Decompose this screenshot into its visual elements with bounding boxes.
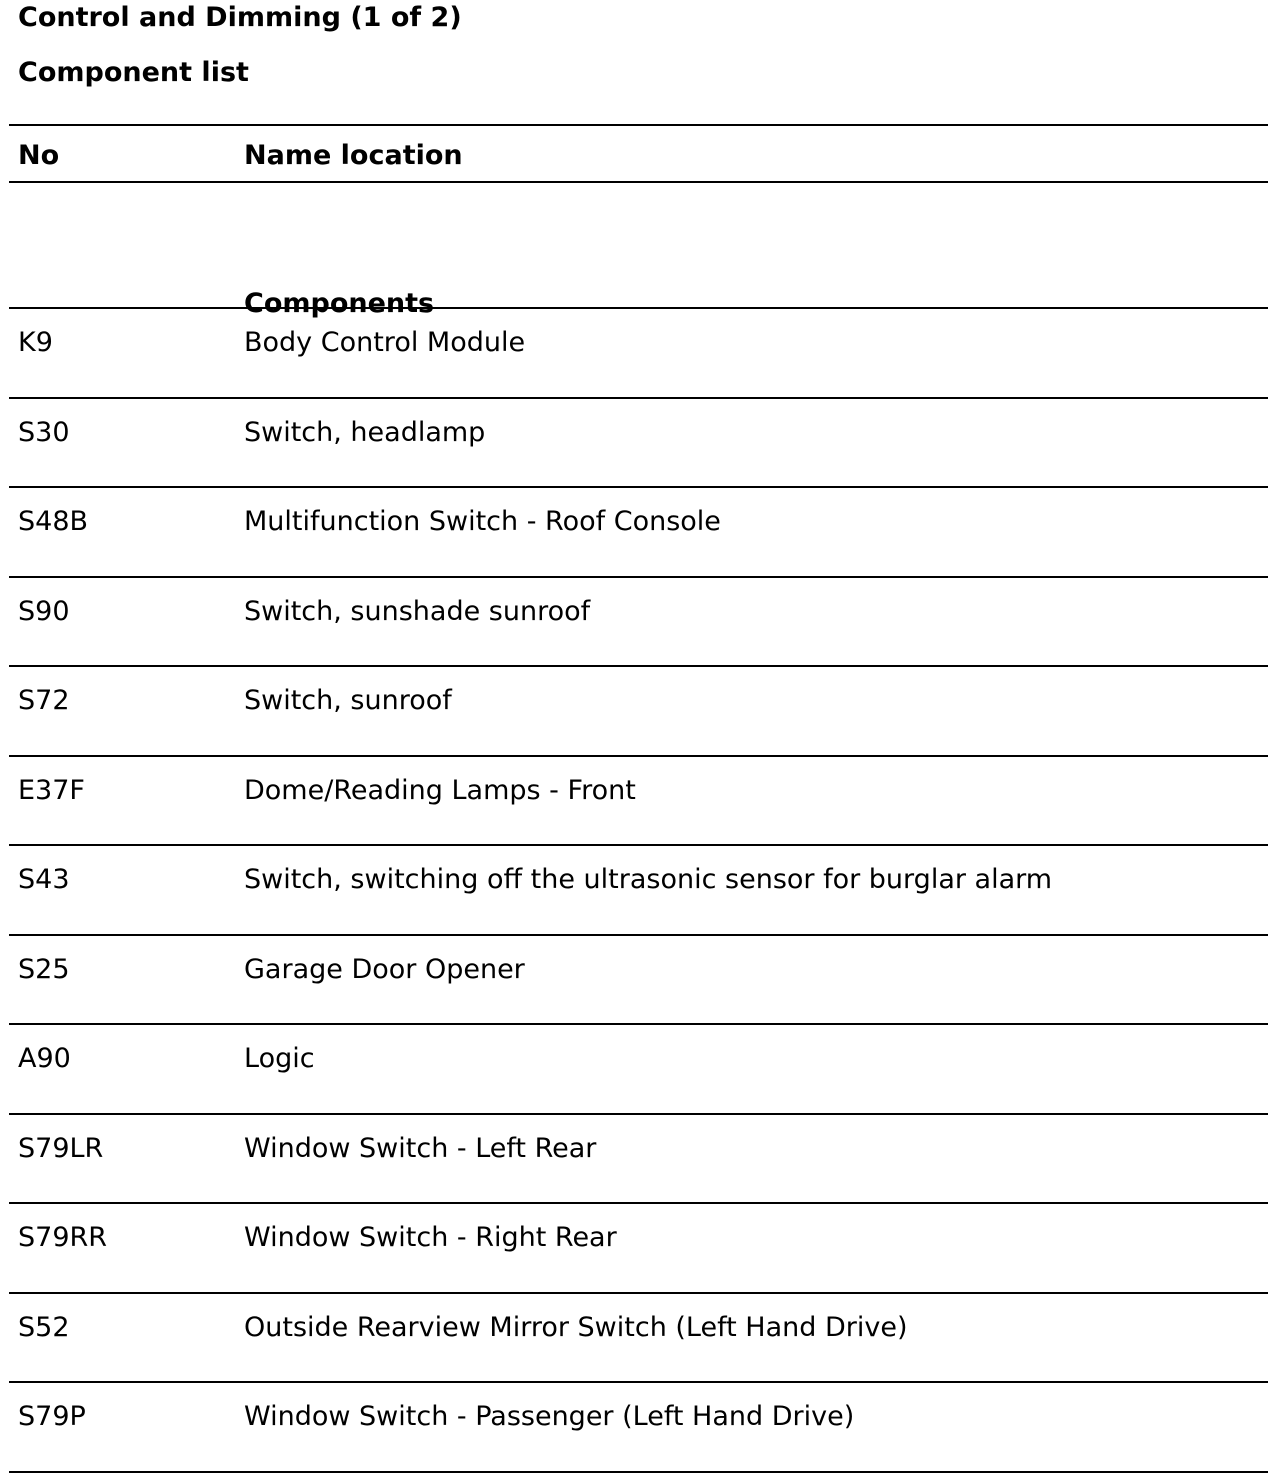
component-number: E37F <box>18 774 85 806</box>
table-row <box>9 309 1268 399</box>
table-row <box>9 1204 1268 1294</box>
table-row <box>9 846 1268 936</box>
component-name: Window Switch - Left Rear <box>244 1132 597 1164</box>
table-row <box>9 488 1268 578</box>
table-row <box>9 1383 1268 1473</box>
table-group-row <box>9 183 1268 319</box>
table-row <box>9 399 1268 489</box>
component-number: S79LR <box>18 1132 104 1164</box>
component-name: Dome/Reading Lamps - Front <box>244 774 636 806</box>
component-name: Switch, sunroof <box>244 685 452 716</box>
table-row <box>9 667 1268 757</box>
component-name: Window Switch - Right Rear <box>244 1222 617 1253</box>
component-number: S79P <box>18 1401 86 1432</box>
component-name: Window Switch - Passenger (Left Hand Drive) <box>244 1401 855 1432</box>
table-row <box>9 1115 1268 1205</box>
column-header-name-location: Name location <box>244 140 463 171</box>
component-name: Body Control Module <box>244 327 526 358</box>
table-row <box>9 578 1268 668</box>
component-number: S25 <box>18 953 70 985</box>
component-name: Garage Door Opener <box>244 953 525 985</box>
component-number: S79RR <box>18 1222 108 1253</box>
page-title: Control and Dimming (1 of 2) <box>18 2 462 33</box>
component-number: S43 <box>18 864 70 895</box>
component-number: S90 <box>18 595 70 627</box>
component-name: Switch, sunshade sunroof <box>244 595 591 627</box>
component-number: K9 <box>18 327 53 358</box>
component-name: Outside Rearview Mirror Switch (Left Hand Drive) <box>244 1311 908 1343</box>
component-number: A90 <box>18 1043 71 1074</box>
component-name: Logic <box>244 1043 315 1074</box>
group-label: Components <box>244 288 435 319</box>
component-number: S48B <box>18 506 89 537</box>
component-table <box>9 124 1268 1473</box>
component-number: S52 <box>18 1311 70 1343</box>
table-row <box>9 936 1268 1026</box>
component-name: Switch, switching off the ultrasonic sensor for burglar alarm <box>244 864 1053 895</box>
table-header-row <box>9 126 1268 183</box>
column-header-no: No <box>18 140 60 171</box>
table-row <box>9 757 1268 847</box>
component-number: S72 <box>18 685 70 716</box>
component-name: Multifunction Switch - Roof Console <box>244 506 721 537</box>
table-row <box>9 1294 1268 1384</box>
component-number: S30 <box>18 416 70 448</box>
section-title: Component list <box>18 57 249 88</box>
table-row <box>9 1025 1268 1115</box>
component-name: Switch, headlamp <box>244 416 486 448</box>
